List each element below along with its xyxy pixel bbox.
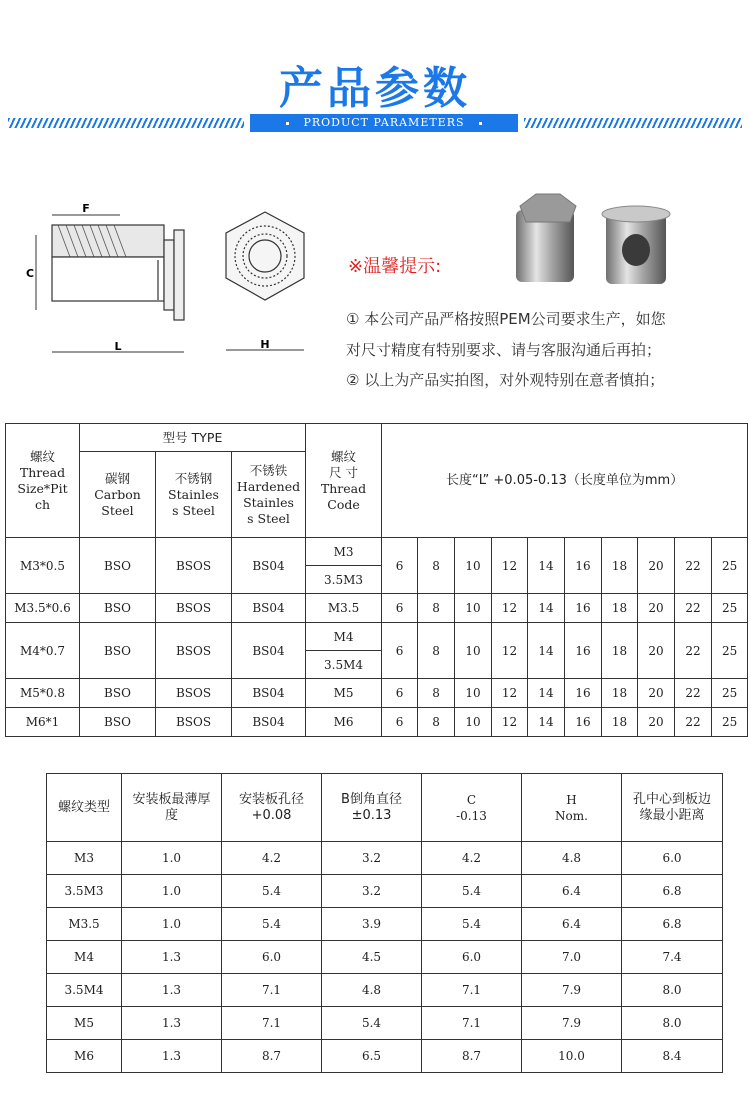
cell-h: 7.9 (522, 1007, 622, 1040)
cell-code: M6 (306, 708, 382, 737)
cell-carbon: BSO (80, 708, 156, 737)
table-row (47, 1007, 723, 1040)
header-type: 型号 TYPE (80, 424, 306, 452)
cell-c: 5.4 (422, 875, 522, 908)
table-row (47, 875, 723, 908)
cell-length: 22 (675, 594, 712, 623)
dim-label-f: F (82, 202, 90, 215)
cell-length: 16 (565, 623, 602, 679)
cell-chamfer: 6.5 (322, 1040, 422, 1073)
notice-line: ② 以上为产品实拍图，对外观特别在意者慎拍； (346, 371, 665, 389)
banner-dot (286, 122, 289, 125)
cell-length: 20 (638, 708, 675, 737)
cell-edge-distance: 6.8 (622, 875, 723, 908)
cell-length: 18 (602, 594, 638, 623)
cell-chamfer: 3.2 (322, 875, 422, 908)
cell-hole-diameter: 8.7 (222, 1040, 322, 1073)
header-c: C -0.13 (422, 774, 522, 842)
dim-label-l: L (114, 340, 122, 353)
cell-length: 14 (528, 708, 565, 737)
cell-hardened: BS04 (232, 623, 306, 679)
header-h: H Nom. (522, 774, 622, 842)
table-row (47, 941, 723, 974)
cell-min-thickness: 1.0 (122, 875, 222, 908)
cell-length: 16 (565, 538, 602, 594)
cell-thread-type: M5 (47, 1007, 122, 1040)
cell-h: 7.0 (522, 941, 622, 974)
cell-length: 18 (602, 538, 638, 594)
table-row (47, 908, 723, 941)
header-stainless-steel: 不锈钢 Stainles s Steel (156, 452, 232, 538)
cell-length: 10 (455, 623, 492, 679)
cell-length: 6 (382, 679, 418, 708)
cell-length: 8 (418, 708, 455, 737)
cell-chamfer: 3.2 (322, 842, 422, 875)
cell-length: 18 (602, 623, 638, 679)
technical-drawing (18, 200, 318, 365)
banner-stripe-left (8, 118, 244, 128)
cell-thread-type: 3.5M4 (47, 974, 122, 1007)
cell-length: 22 (675, 679, 712, 708)
banner-subtitle: PRODUCT PARAMETERS (303, 116, 465, 129)
cell-carbon: BSO (80, 679, 156, 708)
cell-code: 3.5M3 (306, 566, 382, 594)
header-hole-diameter: 安装板孔径 +0.08 (222, 774, 322, 842)
cell-length: 22 (675, 708, 712, 737)
cell-length: 20 (638, 538, 675, 594)
cell-hole-diameter: 7.1 (222, 974, 322, 1007)
header-chamfer-diameter: B倒角直径 ±0.13 (322, 774, 422, 842)
cell-min-thickness: 1.3 (122, 941, 222, 974)
length-spec-table (5, 423, 748, 737)
cell-length: 10 (455, 679, 492, 708)
cell-chamfer: 3.9 (322, 908, 422, 941)
cell-h: 6.4 (522, 875, 622, 908)
cell-length: 8 (418, 679, 455, 708)
product-photos (508, 192, 684, 292)
banner-label-box (250, 114, 518, 132)
cell-length: 25 (712, 623, 748, 679)
cell-length: 22 (675, 623, 712, 679)
dim-label-c: C (25, 267, 35, 280)
cell-code: M5 (306, 679, 382, 708)
cell-hardened: BS04 (232, 594, 306, 623)
header-carbon-steel: 碳钢 Carbon Steel (80, 452, 156, 538)
cell-stainless: BSOS (156, 679, 232, 708)
cell-c: 8.7 (422, 1040, 522, 1073)
cell-size: M3*0.5 (6, 538, 80, 594)
cell-length: 16 (565, 679, 602, 708)
cell-c: 7.1 (422, 1007, 522, 1040)
cell-length: 10 (455, 708, 492, 737)
cell-stainless: BSOS (156, 538, 232, 594)
cell-hardened: BS04 (232, 679, 306, 708)
cell-min-thickness: 1.0 (122, 842, 222, 875)
section-banner (8, 114, 742, 132)
header-length: 长度“L” +0.05-0.13（长度单位为mm） (382, 424, 748, 538)
cell-stainless: BSOS (156, 708, 232, 737)
cell-length: 20 (638, 594, 675, 623)
notice-title: ※温馨提示: (348, 256, 442, 277)
cell-length: 25 (712, 594, 748, 623)
cell-thread-type: M4 (47, 941, 122, 974)
header-min-plate-thickness: 安装板最薄厚 度 (122, 774, 222, 842)
cell-edge-distance: 6.0 (622, 842, 723, 875)
cell-length: 8 (418, 623, 455, 679)
page-title: 产品参数 (279, 63, 471, 114)
cell-length: 8 (418, 594, 455, 623)
cell-hole-diameter: 5.4 (222, 875, 322, 908)
cell-hardened: BS04 (232, 708, 306, 737)
cell-length: 16 (565, 594, 602, 623)
cell-c: 6.0 (422, 941, 522, 974)
cell-length: 18 (602, 708, 638, 737)
cell-length: 8 (418, 538, 455, 594)
cell-size: M5*0.8 (6, 679, 80, 708)
header-thread-type: 螺纹类型 (47, 774, 122, 842)
cell-thread-type: M3 (47, 842, 122, 875)
cell-hole-diameter: 4.2 (222, 842, 322, 875)
cell-c: 4.2 (422, 842, 522, 875)
cell-length: 22 (675, 538, 712, 594)
cell-carbon: BSO (80, 538, 156, 594)
banner-stripe-right (524, 118, 742, 128)
dim-label-h: H (260, 338, 270, 351)
banner-dot (479, 122, 482, 125)
cell-length: 18 (602, 679, 638, 708)
table-row (47, 974, 723, 1007)
cell-length: 12 (492, 594, 528, 623)
cell-code: M3.5 (306, 594, 382, 623)
side-view (52, 225, 184, 320)
cell-length: 6 (382, 594, 418, 623)
cell-h: 6.4 (522, 908, 622, 941)
cell-chamfer: 4.5 (322, 941, 422, 974)
cell-length: 16 (565, 708, 602, 737)
cell-hole-diameter: 5.4 (222, 908, 322, 941)
notice-line: ① 本公司产品严格按照PEM公司要求生产，如您 (346, 310, 666, 328)
cell-length: 6 (382, 538, 418, 594)
notice-line: 对尺寸精度有特别要求、请与客服沟通后再拍； (346, 341, 662, 359)
cell-h: 4.8 (522, 842, 622, 875)
cell-stainless: BSOS (156, 594, 232, 623)
cell-min-thickness: 1.3 (122, 974, 222, 1007)
cell-edge-distance: 8.4 (622, 1040, 723, 1073)
cell-length: 14 (528, 623, 565, 679)
installation-spec-table (46, 773, 723, 1073)
cell-c: 7.1 (422, 974, 522, 1007)
cell-hardened: BS04 (232, 538, 306, 594)
cell-length: 25 (712, 679, 748, 708)
cell-length: 14 (528, 679, 565, 708)
cell-length: 12 (492, 708, 528, 737)
cell-edge-distance: 6.8 (622, 908, 723, 941)
cell-length: 10 (455, 538, 492, 594)
cell-size: M4*0.7 (6, 623, 80, 679)
product-photo-hex-end (516, 194, 576, 282)
product-photo-open-end (602, 206, 670, 284)
header-thread-code: 螺纹 尺 寸 Thread Code (306, 424, 382, 538)
cell-carbon: BSO (80, 594, 156, 623)
cell-min-thickness: 1.3 (122, 1040, 222, 1073)
cell-stainless: BSOS (156, 623, 232, 679)
hex-view (226, 212, 304, 300)
cell-min-thickness: 1.3 (122, 1007, 222, 1040)
cell-length: 12 (492, 538, 528, 594)
cell-thread-type: M6 (47, 1040, 122, 1073)
cell-edge-distance: 8.0 (622, 1007, 723, 1040)
cell-chamfer: 5.4 (322, 1007, 422, 1040)
cell-carbon: BSO (80, 623, 156, 679)
cell-h: 7.9 (522, 974, 622, 1007)
cell-code: M3 (306, 538, 382, 566)
cell-length: 10 (455, 594, 492, 623)
cell-length: 20 (638, 679, 675, 708)
cell-edge-distance: 8.0 (622, 974, 723, 1007)
cell-chamfer: 4.8 (322, 974, 422, 1007)
cell-length: 6 (382, 708, 418, 737)
cell-code: M4 (306, 623, 382, 651)
table-row (47, 1040, 723, 1073)
header-thread-size: 螺纹 Thread Size*Pit ch (6, 424, 80, 538)
cell-h: 10.0 (522, 1040, 622, 1073)
cell-length: 14 (528, 594, 565, 623)
cell-length: 14 (528, 538, 565, 594)
cell-edge-distance: 7.4 (622, 941, 723, 974)
cell-thread-type: M3.5 (47, 908, 122, 941)
header-hardened-stainless: 不锈铁 Hardened Stainles s Steel (232, 452, 306, 538)
cell-length: 25 (712, 538, 748, 594)
cell-length: 12 (492, 623, 528, 679)
cell-c: 5.4 (422, 908, 522, 941)
cell-length: 25 (712, 708, 748, 737)
table-row (47, 842, 723, 875)
cell-length: 6 (382, 623, 418, 679)
cell-length: 20 (638, 623, 675, 679)
cell-thread-type: 3.5M3 (47, 875, 122, 908)
cell-hole-diameter: 6.0 (222, 941, 322, 974)
header-edge-distance: 孔中心到板边 缘最小距离 (622, 774, 723, 842)
cell-min-thickness: 1.0 (122, 908, 222, 941)
cell-code: 3.5M4 (306, 651, 382, 679)
cell-size: M3.5*0.6 (6, 594, 80, 623)
cell-size: M6*1 (6, 708, 80, 737)
cell-length: 12 (492, 679, 528, 708)
installation-table-body (47, 842, 723, 1073)
cell-hole-diameter: 7.1 (222, 1007, 322, 1040)
